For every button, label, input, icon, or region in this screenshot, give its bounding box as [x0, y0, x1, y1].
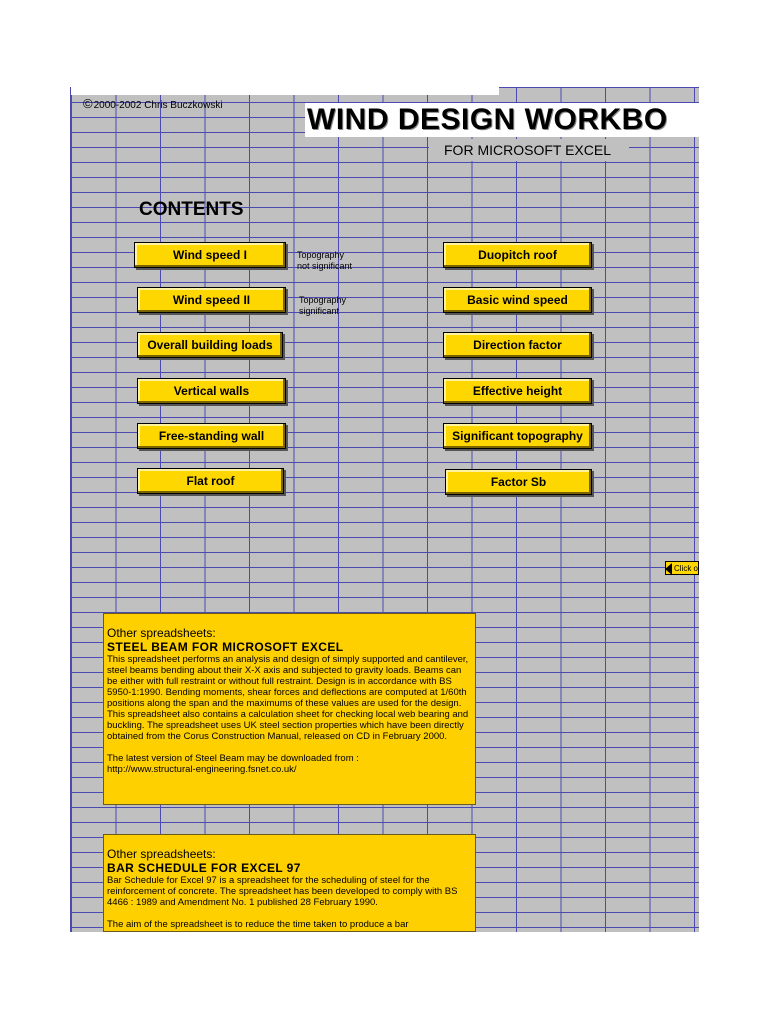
page-title: WIND DESIGN WORKBO	[307, 103, 668, 136]
flat-roof-button[interactable]: Flat roof	[137, 468, 284, 494]
significant-topography-button[interactable]: Significant topography	[443, 423, 592, 449]
direction-factor-button[interactable]: Direction factor	[443, 332, 592, 358]
panel2-heading: Other spreadsheets:	[107, 847, 216, 861]
vertical-walls-button[interactable]: Vertical walls	[137, 378, 286, 404]
panel1-title: STEEL BEAM FOR MICROSOFT EXCEL	[107, 640, 344, 654]
panel1-heading: Other spreadsheets:	[107, 626, 216, 640]
overall-building-loads-button[interactable]: Overall building loads	[137, 332, 283, 358]
click-arrow-label: Click o	[674, 564, 699, 573]
panel1-download-text: The latest version of Steel Beam may be downloaded from :	[107, 753, 359, 764]
topography-note-2: Topography significant	[299, 295, 347, 316]
duopitch-roof-button[interactable]: Duopitch roof	[443, 242, 592, 268]
factor-sb-button[interactable]: Factor Sb	[445, 469, 592, 495]
effective-height-button[interactable]: Effective height	[443, 378, 592, 404]
topography-note-1: Topography not significant	[297, 250, 353, 271]
title-banner	[305, 103, 699, 137]
steel-beam-info-panel	[103, 613, 476, 805]
panel1-body: This spreadsheet performs an analysis and design of simply supported and cantilever, steel beams bending about their X-X axis and subjected to gravity loads. Beams can be either with full restraint or without full restraint. Design is in accordance with BS 5950-1:1990. Bending moments, shear forces and deflections are computed at 1/60th positions along the span and the maximums of these values are used for the design. This spreadsheet also contains a calculation sheet for checking local web bearing and buckling. The spreadsheet uses UK steel section properties which have been directly obtained from the Corus Construction Manual, released on CD in February 2000.	[107, 654, 469, 742]
page-subtitle: FOR MICROSOFT EXCEL	[444, 142, 611, 158]
spreadsheet-area	[70, 87, 699, 932]
panel2-title: BAR SCHEDULE FOR EXCEL 97	[107, 861, 301, 875]
free-standing-wall-button[interactable]: Free-standing wall	[137, 423, 286, 449]
panel2-body: Bar Schedule for Excel 97 is a spreadsheet for the scheduling of steel for the reinforcement of concrete. The spreadsheet has been developed to comply with BS 4466 : 1989 and Amendment No. 1 published 28 February 1990.	[107, 875, 458, 908]
wind-speed-1-button[interactable]: Wind speed I	[134, 242, 286, 268]
sheet-top-notch	[71, 87, 499, 95]
panel1-url-link[interactable]: http://www.structural-engineering.fsnet.co.uk/	[107, 764, 297, 775]
panel2-aim-text: The aim of the spreadsheet is to reduce the time taken to produce a bar	[107, 919, 409, 930]
copyright-text: ©2000-2002 Chris Buczkowski	[83, 96, 223, 111]
click-arrow-button[interactable]	[665, 561, 699, 575]
bar-schedule-info-panel	[103, 834, 476, 932]
basic-wind-speed-button[interactable]: Basic wind speed	[443, 287, 592, 313]
contents-heading: CONTENTS	[139, 199, 244, 220]
wind-speed-2-button[interactable]: Wind speed II	[137, 287, 286, 313]
